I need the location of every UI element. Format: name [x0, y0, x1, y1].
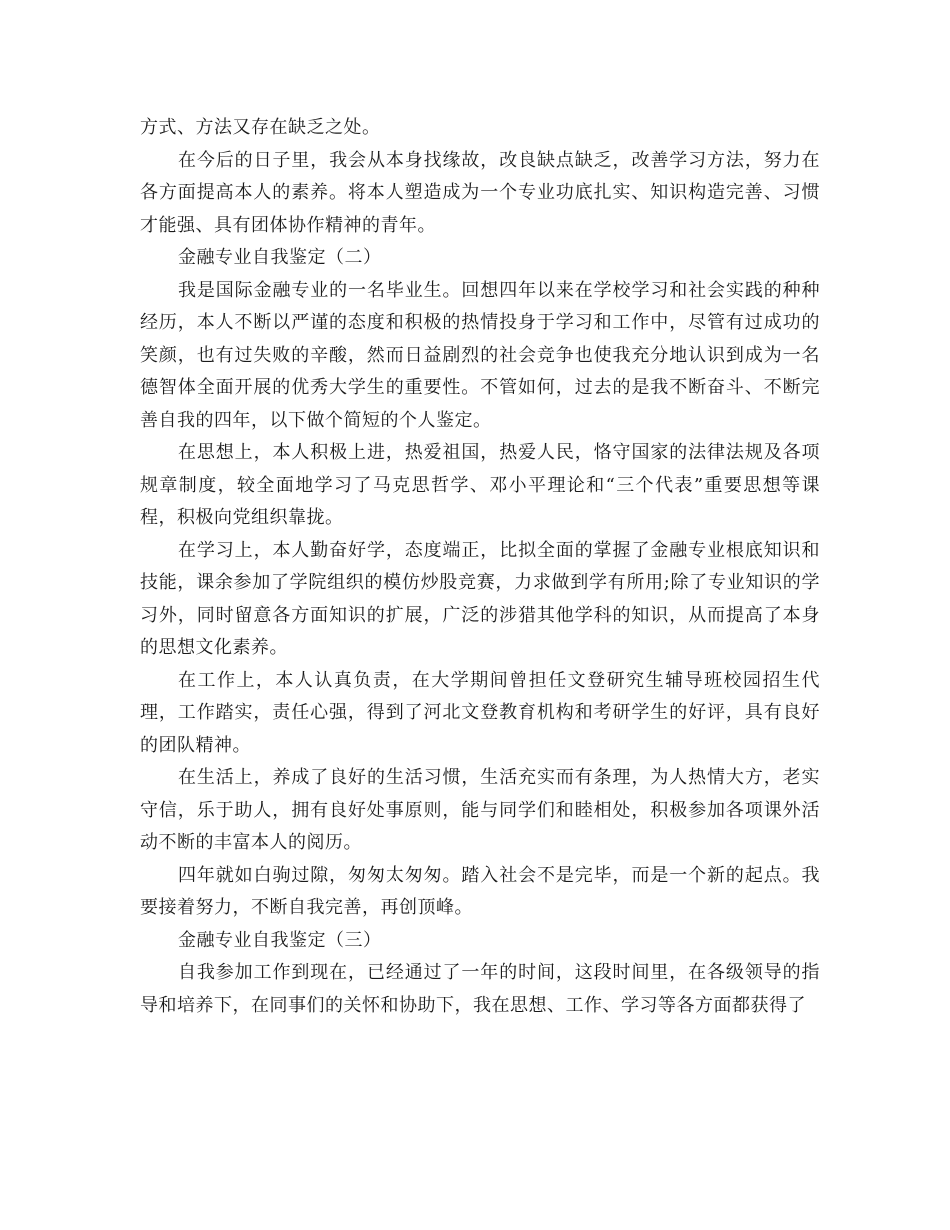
- paragraph-future-plans: 在今后的日子里，我会从本身找缘故，改良缺点缺乏，改善学习方法，努力在各方面提高本人的素养。将本人塑造成为一个专业功底扎实、知识构造完善、习惯才能强、具有团体协作精神的青年。: [140, 149, 820, 236]
- paragraph-ideology: 在思想上，本人积极上进，热爱祖国，热爱人民，恪守国家的法律法规及各项规章制度，较全面地学习了马克思哲学、邓小平理论和“三个代表”重要思想等课程，积极向党组织靠拢。: [140, 442, 820, 528]
- section-heading-two: 金融专业自我鉴定（二）: [178, 247, 382, 268]
- paragraph-continuation: 方式、方法又存在缺乏之处。: [140, 117, 381, 138]
- document-body: [140, 112, 820, 1022]
- paragraph-study: 在学习上，本人勤奋好学，态度端正，比拟全面的掌握了金融专业根底知识和技能，课余参加了学院组织的模仿炒股竞赛，力求做到学有所用;除了专业知识的学习外，同时留意各方面知识的扩展，广泛的涉猎其他学科的知识，从而提高了本身的思想文化素养。: [140, 539, 820, 658]
- paragraph-section-three-start: 自我参加工作到现在，已经通过了一年的时间，这段时间里，在各级领导的指导和培养下，在同事们的关怀和协助下，我在思想、工作、学习等各方面都获得了: [140, 962, 820, 1016]
- paragraph-introduction: 我是国际金融专业的一名毕业生。回想四年以来在学校学习和社会实践的种种经历，本人不断以严谨的态度和积极的热情投身于学习和工作中，尽管有过成功的笑颜，也有过失败的辛酸，然而日益剧烈的社会竞争也使我充分地认识到成为一名德智体全面开展的优秀大学生的重要性。不管如何，过去的是我不断奋斗、不断完善自我的四年，以下做个简短的个人鉴定。: [140, 279, 820, 431]
- section-heading-three: 金融专业自我鉴定（三）: [178, 929, 382, 951]
- paragraph-conclusion: 四年就如白驹过隙，匆匆太匆匆。踏入社会不是完毕，而是一个新的起点。我要接着努力，不断自我完善，再创顶峰。: [140, 864, 820, 918]
- paragraph-work: 在工作上，本人认真负责，在大学期间曾担任文登研究生辅导班校园招生代理，工作踏实，责任心强，得到了河北文登教育机构和考研学生的好评，具有良好的团队精神。: [140, 669, 820, 756]
- paragraph-life: 在生活上，养成了良好的生活习惯，生活充实而有条理，为人热情大方，老实守信，乐于助人，拥有良好处事原则，能与同学们和睦相处，积极参加各项课外活动不断的丰富本人的阅历。: [140, 767, 820, 853]
